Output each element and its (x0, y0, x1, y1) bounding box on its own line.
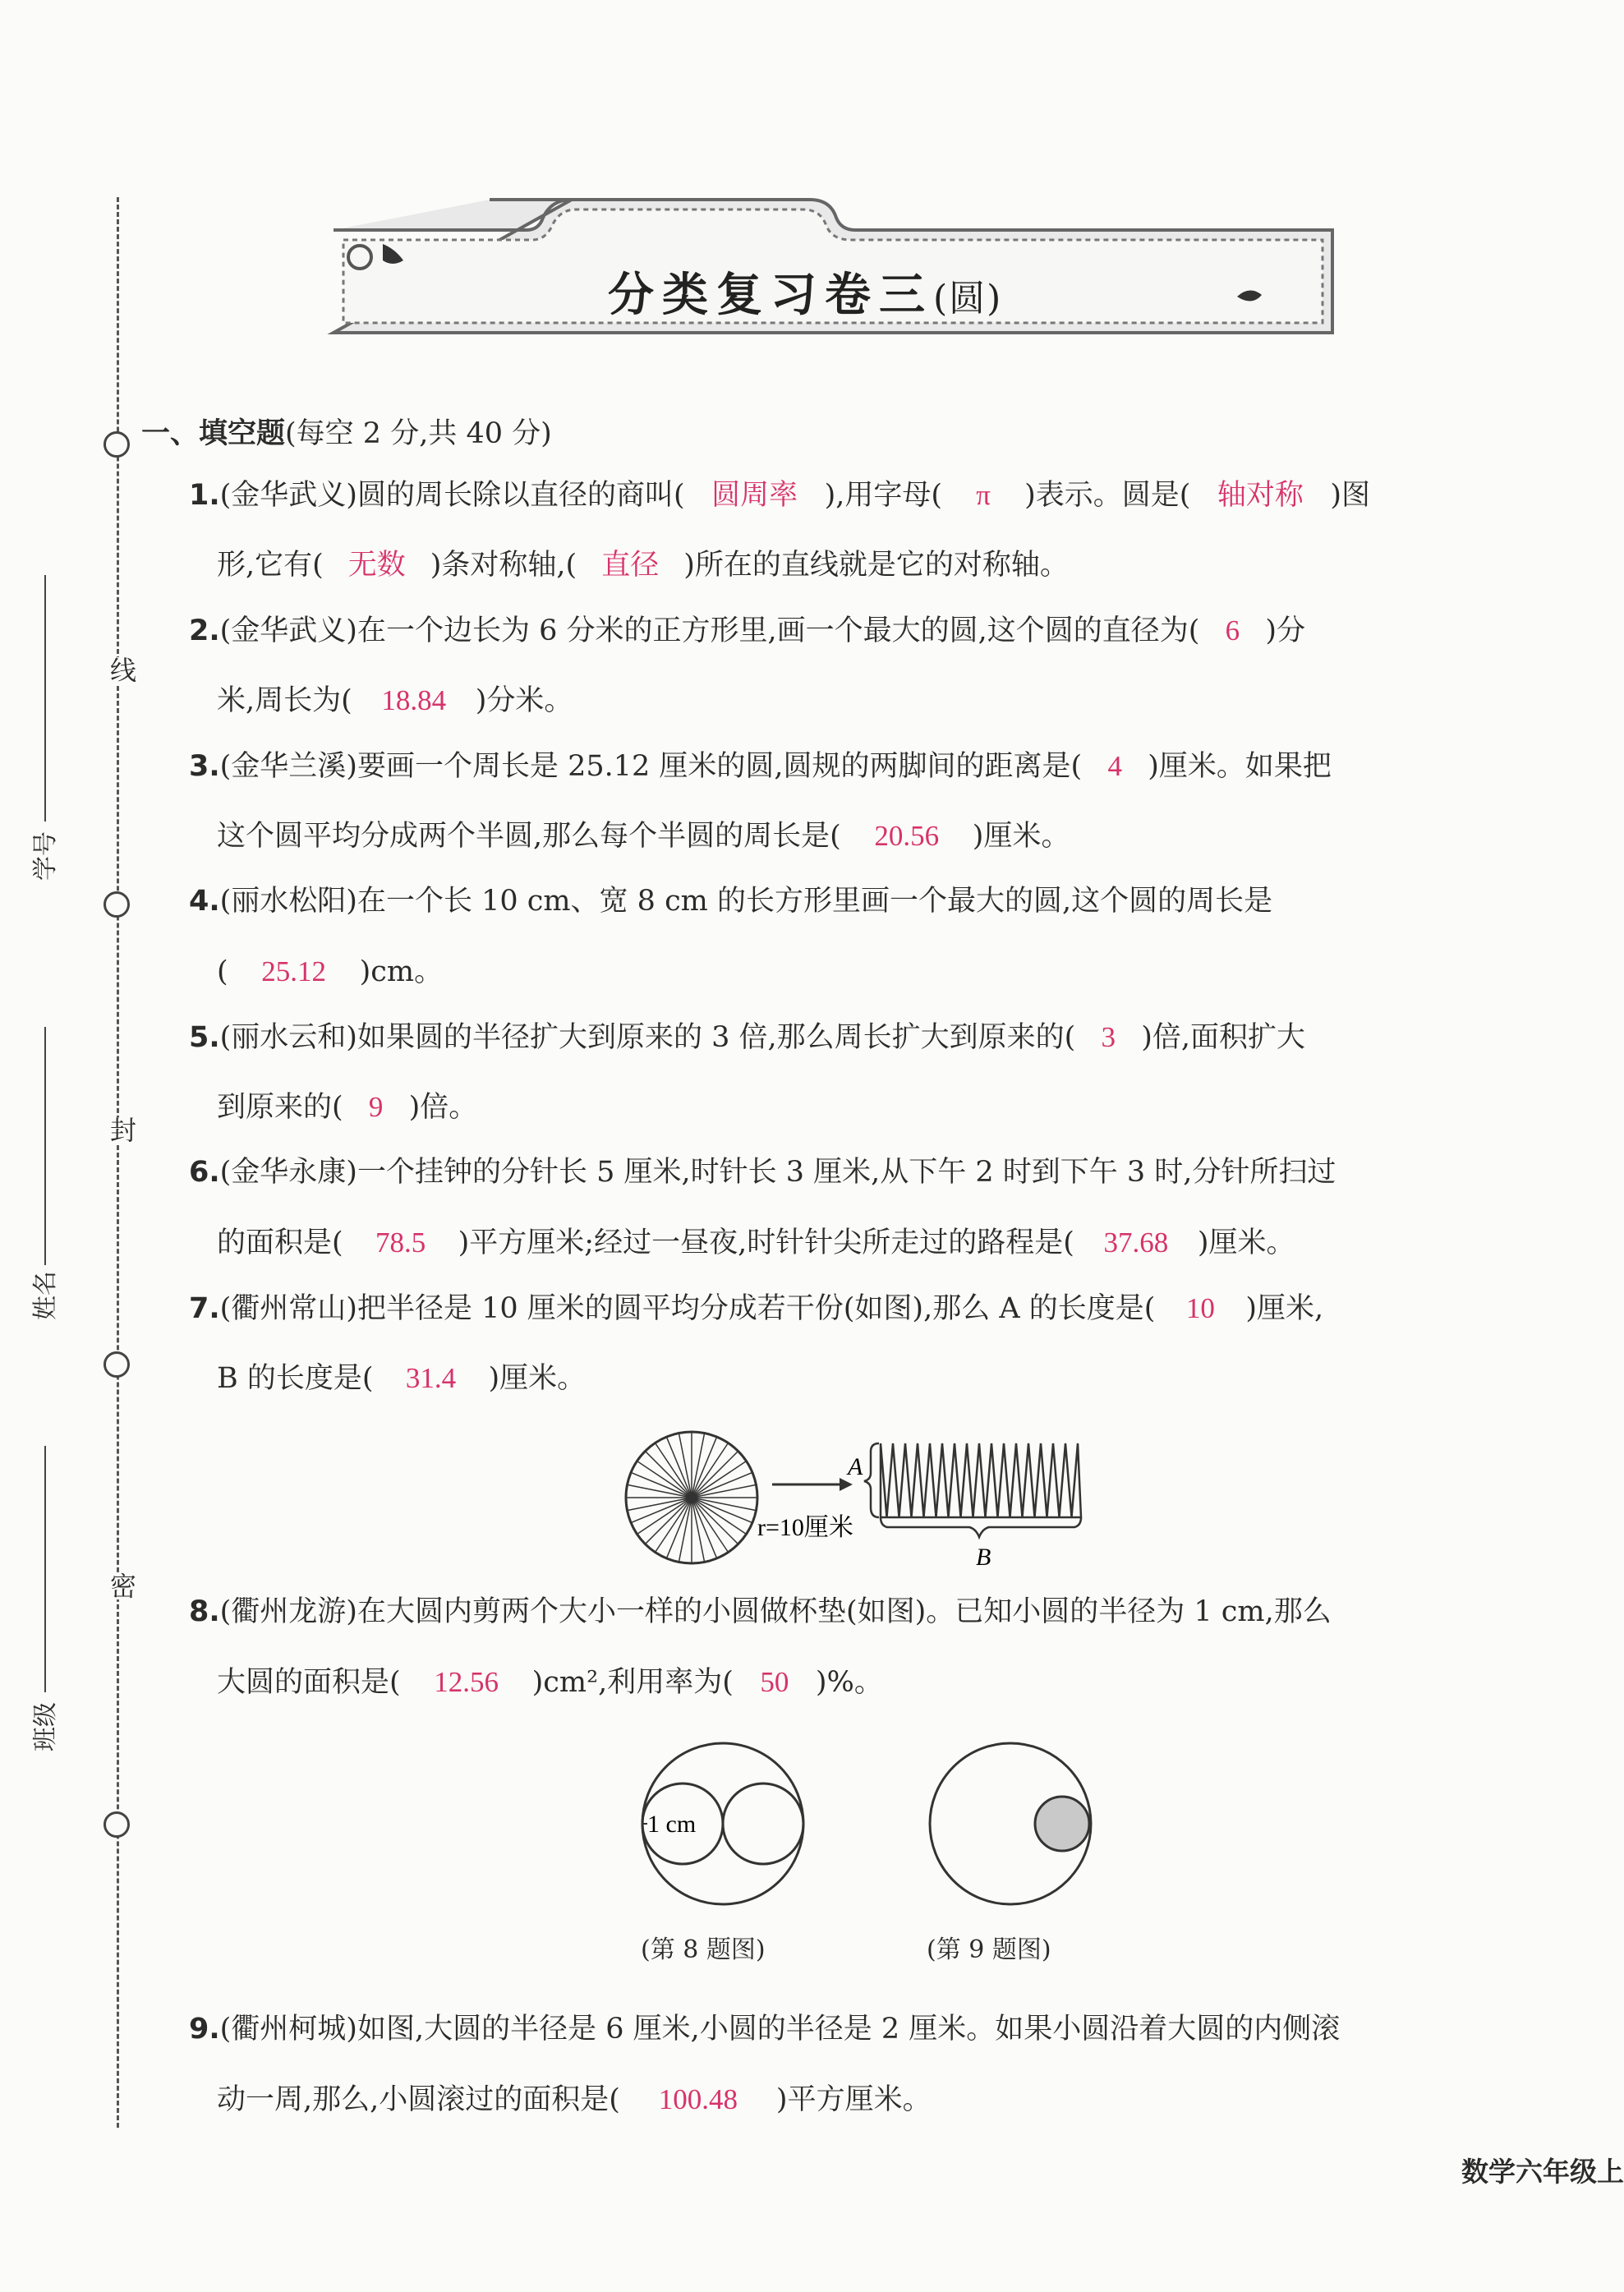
field-label-student-id: 学号 (31, 831, 60, 881)
answer-blank: 4 (1107, 750, 1122, 782)
binding-hole (104, 431, 130, 458)
small-rolling-circle (1035, 1797, 1089, 1851)
question-8-figure (633, 1733, 813, 1914)
rearranged-strip (881, 1443, 1081, 1517)
question-5-line-1: 5.(丽水云和)如果圆的半径扩大到原来的 3 倍,那么周长扩大到原来的( 3 )倍,面积扩大 (189, 1019, 1305, 1057)
binding-hole (104, 891, 130, 918)
circle-spoke (692, 1498, 738, 1544)
question-7-line-2: B 的长度是( 31.4 )厘米。 (217, 1360, 586, 1398)
answer-blank: 100.48 (658, 2083, 738, 2115)
question-8-line-2: 大圆的面积是( 12.56 )cm²,利用率为( 50 )%。 (217, 1664, 883, 1702)
answer-blank: 78.5 (375, 1227, 426, 1259)
margin-word-mi: 密 (110, 1571, 137, 1602)
binding-hole (104, 1811, 130, 1838)
field-label-class: 班级 (31, 1702, 60, 1751)
question-3-line-2: 这个圆平均分成两个半圆,那么每个半圆的周长是( 20.56 )厘米。 (217, 817, 1070, 856)
question-6-line-2: 的面积是( 78.5 )平方厘米;经过一昼夜,时针针尖所走过的路程是( 37.68 )厘米。 (217, 1224, 1295, 1263)
answer-blank: 轴对称 (1217, 479, 1304, 511)
answer-blank: π (976, 479, 991, 511)
answer-blank: 10 (1185, 1292, 1215, 1324)
field-line-name (44, 1027, 46, 1265)
answer-blank: 50 (760, 1666, 789, 1698)
answer-blank: 9 (368, 1091, 384, 1123)
field-line-student-id (44, 575, 46, 822)
answer-blank: 20.56 (874, 820, 940, 852)
binding-dashed-line (117, 197, 119, 2128)
question-1-line-1: 1.(金华武义)圆的周长除以直径的商叫( 圆周率 ),用字母( π )表示。圆是( 轴对称 )图 (189, 476, 1370, 515)
figure-9-caption: (第 9 题图) (927, 1935, 1051, 1964)
question-2-line-2: 米,周长为( 18.84 )分米。 (217, 682, 573, 720)
question-3-line-1: 3.(金华兰溪)要画一个周长是 25.12 厘米的圆,圆规的两脚间的距离是( 4 )厘米。如果把 (189, 748, 1332, 786)
question-9-figure (920, 1733, 1101, 1914)
question-4-line-2: ( 25.12 )cm。 (217, 953, 443, 992)
answer-blank: 3 (1101, 1021, 1116, 1053)
answer-blank: 圆周率 (711, 479, 798, 511)
answer-blank: 直径 (601, 549, 660, 581)
answer-blank: 18.84 (381, 684, 447, 716)
answer-blank: 12.56 (434, 1666, 499, 1698)
binding-hole (104, 1351, 130, 1378)
circle-spoke (645, 1451, 692, 1498)
answer-blank: 6 (1225, 614, 1240, 647)
circle-spokes (626, 1432, 757, 1563)
circle-spoke (692, 1451, 738, 1498)
label-radius: r=10厘米 (757, 1514, 853, 1541)
question-1-line-2: 形,它有( 无数 )条对称轴,( 直径 )所在的直线就是它的对称轴。 (217, 546, 1069, 585)
answer-blank: 37.68 (1103, 1227, 1169, 1259)
circle-spoke (645, 1498, 692, 1544)
question-5-line-2: 到原来的( 9 )倍。 (217, 1088, 477, 1127)
question-2-line-1: 2.(金华武义)在一个边长为 6 分米的正方形里,画一个最大的圆,这个圆的直径为( 6 )分 (189, 612, 1305, 651)
margin-word-feng: 封 (110, 1115, 137, 1146)
question-7-line-1: 7.(衢州常山)把半径是 10 厘米的圆平均分成若干份(如图),那么 A 的长度是( 10 )厘米, (189, 1290, 1323, 1328)
label-a: A (848, 1453, 863, 1480)
small-circle (723, 1783, 803, 1864)
answer-blank: 31.4 (405, 1362, 457, 1394)
question-4-line-1: 4.(丽水松阳)在一个长 10 cm、宽 8 cm 的长方形里画一个最大的圆,这个圆的周长是 (189, 885, 1273, 918)
question-9-line-1: 9.(衢州柯城)如图,大圆的半径是 6 厘米,小圆的半径是 2 厘米。如果小圆沿着大圆的内侧滚 (189, 2013, 1341, 2046)
field-label-name: 姓名 (31, 1271, 60, 1320)
margin-word-xian: 线 (110, 655, 137, 686)
question-8-line-1: 8.(衢州龙游)在大圆内剪两个大小一样的小圆做杯垫(如图)。已知小圆的半径为 1 cm,那么 (189, 1595, 1332, 1628)
page-title: 分类复习卷三(圆) (608, 268, 1003, 322)
field-line-class (44, 1446, 46, 1692)
brace-b (881, 1517, 1081, 1537)
question-6-line-1: 6.(金华永康)一个挂钟的分针长 5 厘米,时针长 3 厘米,从下午 2 时到下午 3 时,分针所扫过 (189, 1156, 1336, 1189)
question-7-figure (624, 1425, 1101, 1569)
label-radius: 1 cm (647, 1811, 697, 1838)
answer-blank: 25.12 (261, 955, 327, 987)
footer-subject-label: 数学六年级上 (1461, 2156, 1624, 2188)
brace-a (864, 1443, 879, 1517)
question-9-line-2: 动一周,那么,小圆滚过的面积是( 100.48 )平方厘米。 (217, 2081, 932, 2119)
section-heading: 一、填空题(每空 2 分,共 40 分) (141, 417, 552, 450)
label-b: B (976, 1544, 991, 1569)
answer-blank: 无数 (347, 549, 406, 581)
figure-8-caption: (第 8 题图) (641, 1935, 766, 1964)
